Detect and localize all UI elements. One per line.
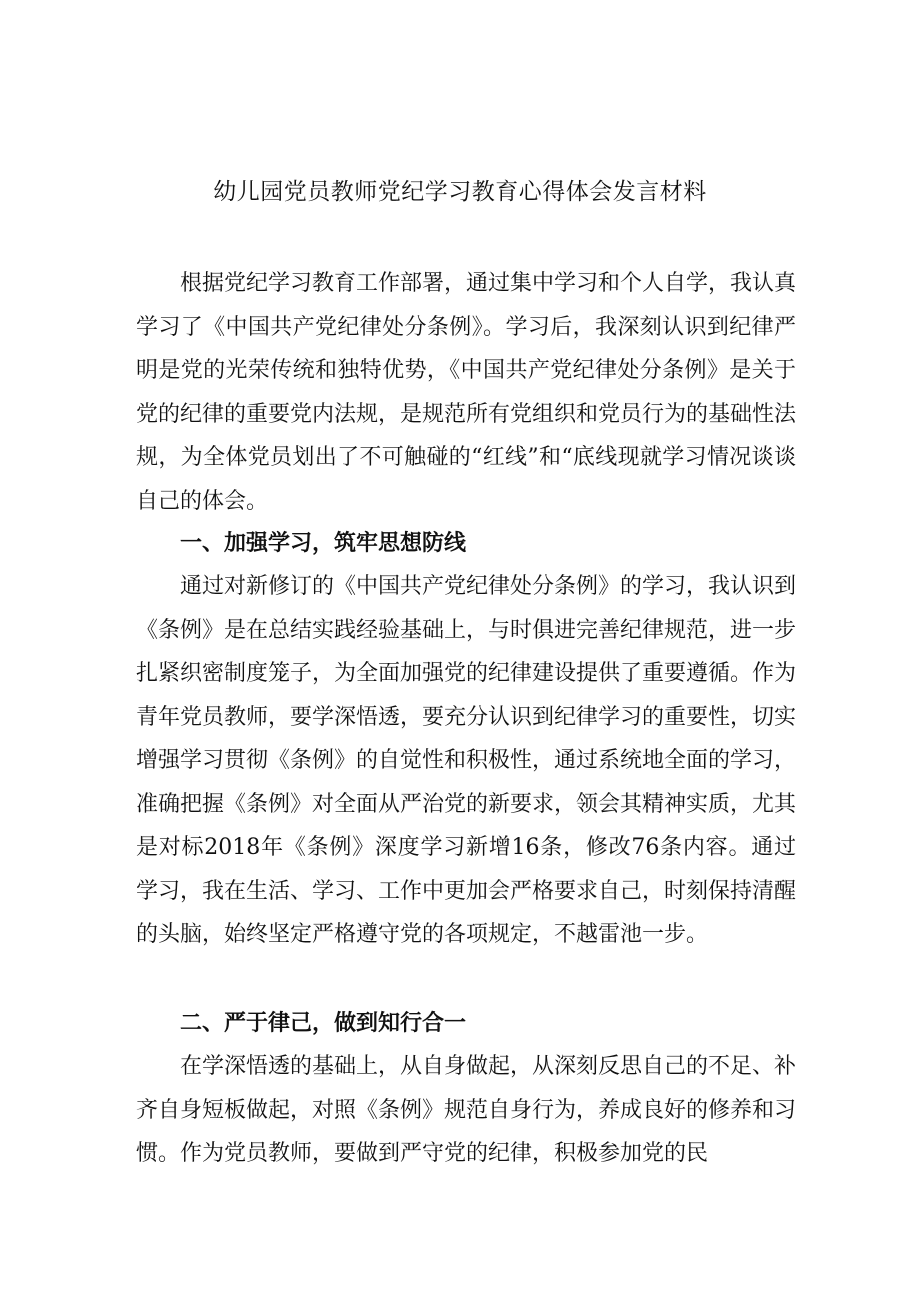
- intro-paragraph: 根据党纪学习教育工作部署，通过集中学习和个人自学，我认真学习了《中国共产党纪律处分条例》。学习后，我深刻认识到纪律严明是党的光荣传统和独特优势，《中国共产党纪律处分条例》是关于党的纪律的重要党内法规，是规范所有党组织和党员行为的基础性法规，为全体党员划出了不可触碰的“红线”和“底线现就学习情况谈谈自己的体会。: [136, 271, 797, 514]
- section-paragraph-2: 在学深悟透的基础上，从自身做起，从深刻反思自己的不足、补齐自身短板做起，对照《条例》规范自身行为，养成良好的修养和习惯。作为党员教师，要做到严守党的纪律，积极参加党的民: [136, 1054, 797, 1166]
- document-title: 幼儿园党员教师党纪学习教育心得体会发言材料: [213, 179, 707, 205]
- section-heading-1: 一、加强学习，筑牢思想防线: [180, 531, 467, 556]
- section-paragraph-1: 通过对新修订的《中国共产党纪律处分条例》的学习，我认识到《条例》是在总结实践经验基础上，与时俱进完善纪律规范，进一步扎紧织密制度笼子，为全面加强党的纪律建设提供了重要遵循。作为青年党员教师，要学深悟透，要充分认识到纪律学习的重要性，切实增强学习贯彻《条例》的自觉性和积极性，通过系统地全面的学习，准确把握《条例》对全面从严治党的新要求，领会其精神实质，尤其是对标2018年《条例》深度学习新增16条，修改76条内容。通过学习，我在生活、学习、工作中更加会严格要求自己，时刻保持清醒的头脑，始终坚定严格遵守党的各项规定，不越雷池一步。: [136, 574, 797, 947]
- section-heading-2: 二、严于律己，做到知行合一: [180, 1011, 467, 1036]
